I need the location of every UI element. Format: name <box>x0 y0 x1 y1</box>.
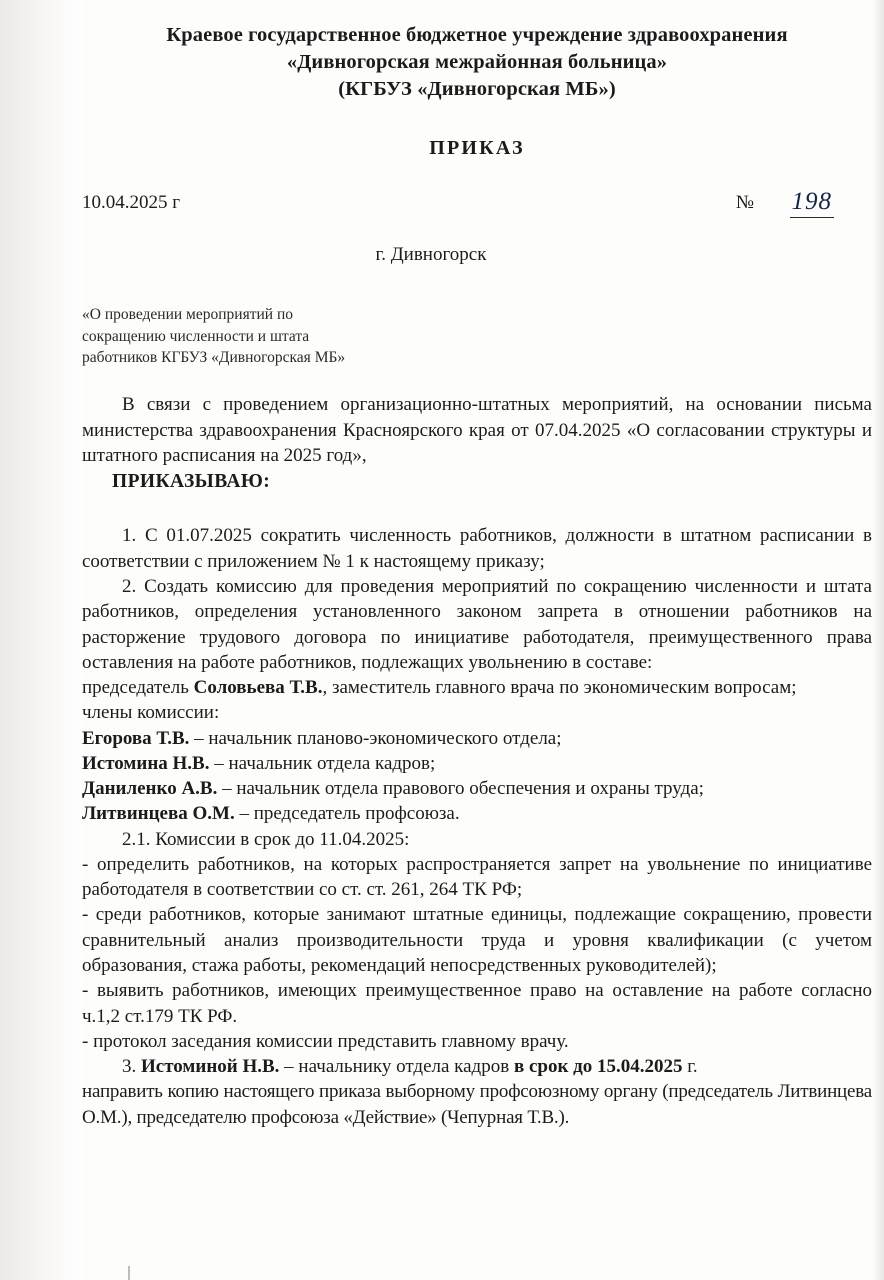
member-4-role: – председатель профсоюза. <box>234 803 460 825</box>
task-1: - определить работников, на которых распространяется запрет на увольнение по инициативе работодателя в соответствии со ст. ст. 261, 264 ТК РФ; <box>82 853 872 901</box>
org-name-line-2: «Дивногорская межрайонная больница» <box>286 51 668 74</box>
order-command: ПРИКАЗЫВАЮ: <box>112 471 271 493</box>
item-3 <box>82 1054 872 1079</box>
item-2: 2. Создать комиссию для проведения мероприятий по сокращению численности и штата работников, определения установленного законом запрета в отношении работников на расторжение трудового договора по инициативе работодателя, преимущественного права оставления на работе работников, подлежащих увольнению в составе: <box>82 576 872 673</box>
document-number-label: № <box>735 192 754 214</box>
org-name-line-1: Краевое государственное бюджетное учреждение здравоохранения <box>166 24 788 46</box>
page-left-shadow <box>0 0 82 1280</box>
commission-member-1 <box>82 726 872 751</box>
members-label: члены комиссии: <box>82 702 220 724</box>
subject-line-3: работников КГБУЗ «Дивногорская МБ» <box>82 348 346 366</box>
item-3-name: Истоминой Н.В. <box>141 1056 280 1078</box>
document-subject <box>82 304 412 368</box>
member-3-name: Даниленко А.В. <box>82 778 218 800</box>
item-2-1: 2.1. Комиссии в срок до 11.04.2025: <box>122 828 410 850</box>
chair-role: , заместитель главного врача по экономическим вопросам; <box>322 677 797 699</box>
document-type-title: ПРИКАЗ <box>429 137 525 160</box>
chair-prefix: председатель <box>82 677 194 699</box>
item-3-number: 3. <box>122 1056 141 1078</box>
member-2-role: – начальник отдела кадров; <box>209 752 436 774</box>
item-1: 1. С 01.07.2025 сократить численность работников, должности в штатном расписании в соответствии с приложением № 1 к настоящему приказу; <box>82 525 872 572</box>
document-city: г. Дивногорск <box>375 244 487 266</box>
preamble-paragraph: В связи с проведением организационно-штатных мероприятий, на основании письма министерства здравоохранения Красноярского края от 07.04.2025 «О согласовании структуры и штатного расписания на 2025 год», <box>82 394 872 466</box>
member-4-name: Литвинцева О.М. <box>82 803 235 825</box>
commission-chair <box>82 675 872 700</box>
task-2: - среди работников, которые занимают штатные единицы, подлежащие сокращению, провести сравнительный анализ производительности труда и уровня квалификации (с учетом образования, стажа работы, рекомендаций непосредственных руководителей); <box>82 904 872 976</box>
member-3-role: – начальник отдела правового обеспечения и охраны труда; <box>217 778 704 800</box>
commission-member-4 <box>82 801 872 826</box>
document-number-value: 198 <box>790 188 835 218</box>
commission-member-3 <box>82 776 872 801</box>
date-and-number-row <box>82 188 872 222</box>
member-2-name: Истомина Н.В. <box>82 752 210 774</box>
item-3-deadline: в срок до 15.04.2025 <box>513 1056 683 1078</box>
chair-name: Соловьева Т.В. <box>193 677 323 699</box>
page-right-shadow <box>872 0 884 1280</box>
document-body <box>82 392 872 1130</box>
document-date: 10.04.2025 г <box>82 192 181 214</box>
commission-member-2 <box>82 751 872 776</box>
item-3-role: – начальнику отдела кадров <box>279 1056 514 1078</box>
org-name-line-3: (КГБУЗ «Дивногорская МБ») <box>338 78 616 101</box>
subject-line-1: «О проведении мероприятий по <box>82 306 293 324</box>
member-1-role: – начальник планово-экономического отдела; <box>189 727 562 749</box>
subject-line-2: сокращению численности и штата <box>82 327 310 345</box>
member-1-name: Егорова Т.В. <box>82 727 190 749</box>
item-3-continuation: направить копию настоящего приказа выборному профсоюзному органу (председатель Литвинцева О.М.), председателю профсоюза «Действие» (Чепурная Т.В.). <box>82 1081 872 1128</box>
task-3: - выявить работников, имеющих преимущественное право на оставление на работе согласно ч.1,2 ст.179 ТК РФ. <box>82 980 872 1027</box>
item-3-deadline-tail: г. <box>682 1056 698 1078</box>
task-4: - протокол заседания комиссии представить главному врачу. <box>82 1030 569 1052</box>
